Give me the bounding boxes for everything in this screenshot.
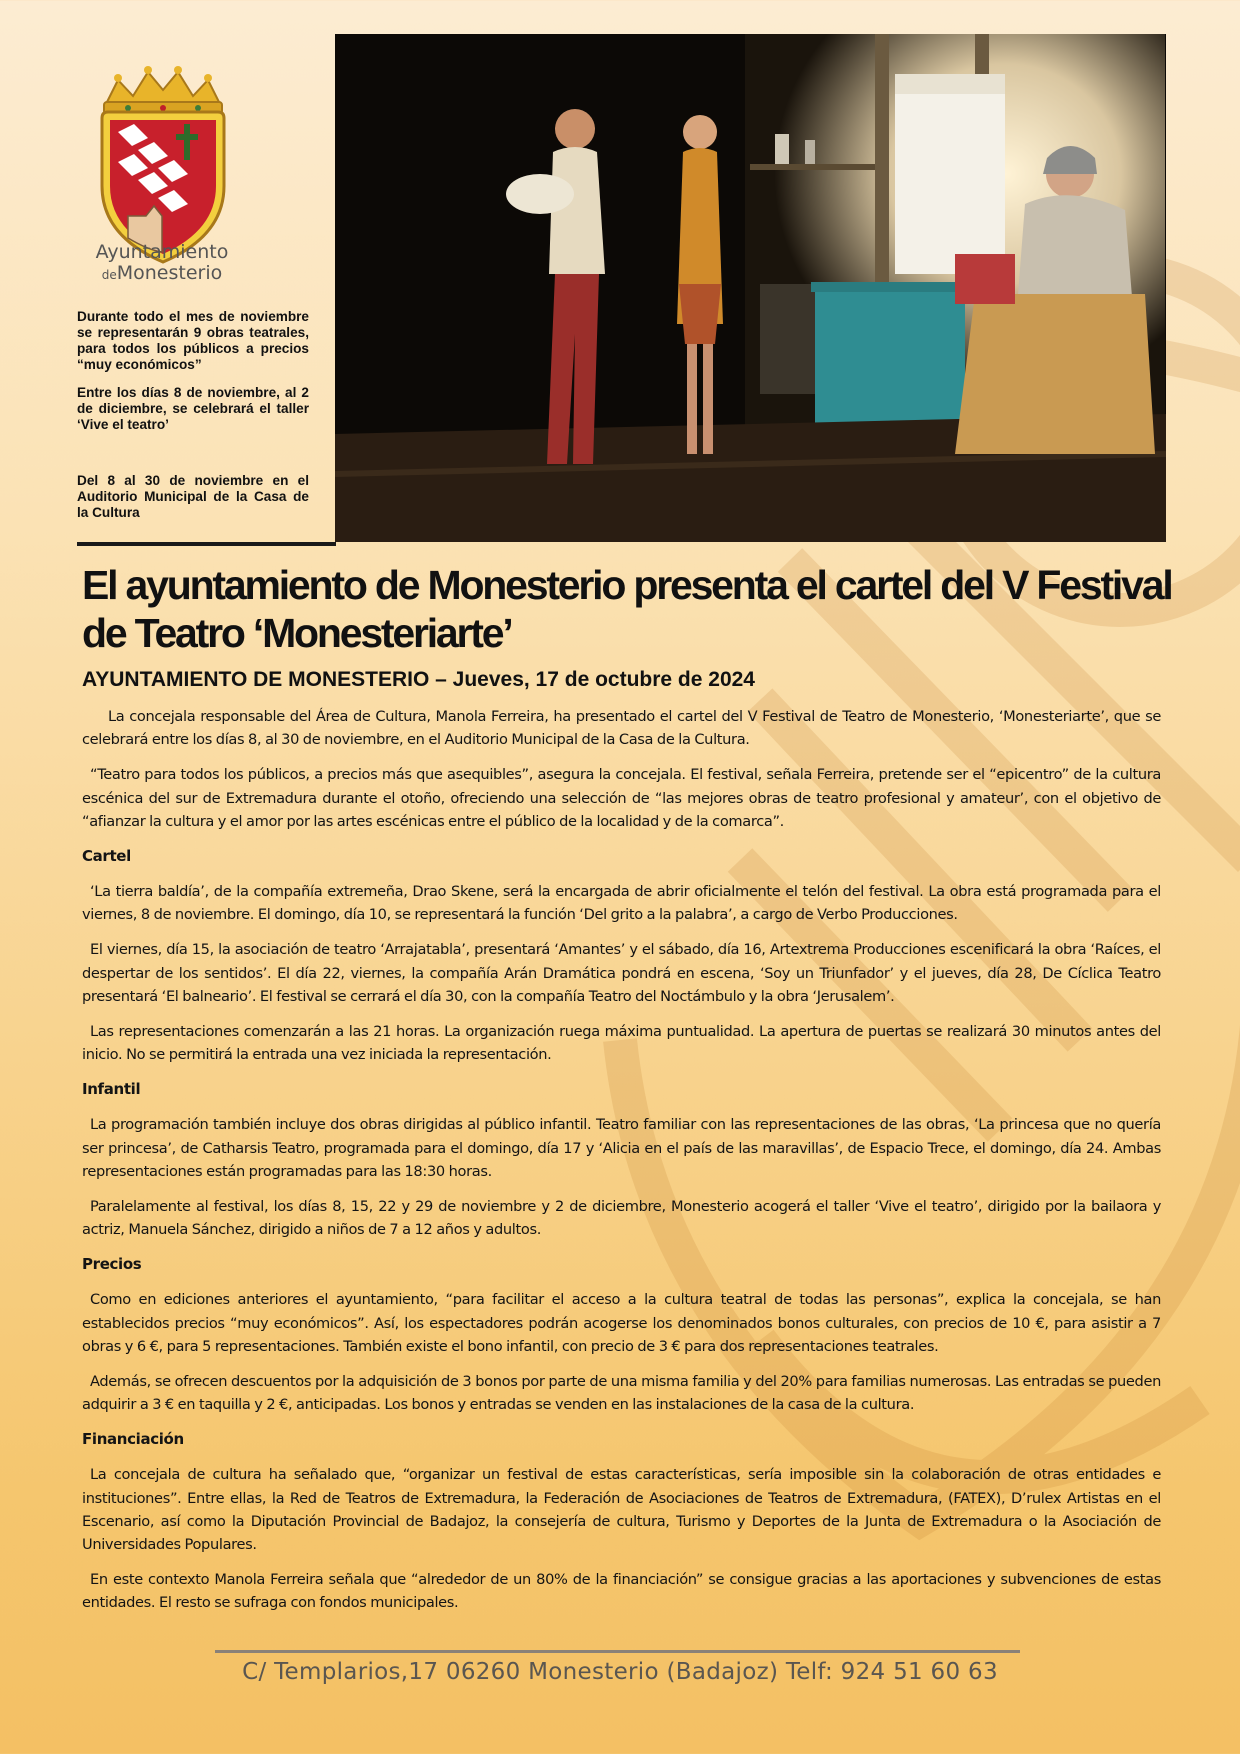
paragraph-quote: “Teatro para todos los públicos, a precios más que asequibles”, asegura la concejala. El festival, señala Ferreira, pretende ser el “epicentro” de la cultura escénica del sur de Extremadura durante el otoño, ofreciendo una selección de “las mejores obras de teatro profesional y amateur’, con el objetivo de “afianzar la cultura y el amor por las artes escénicas entre el público de la localidad y de la comarca”. (82, 766, 1161, 830)
paragraph-intro: La concejala responsable del Área de Cultura, Manola Ferreira, ha presentado el cartel del V Festival de Teatro de Monesterio, ‘Monesteriarte’, que se celebrará entre los días 8, al 30 de noviembre, en el Auditorio Municipal de la Casa de la Cultura. (82, 708, 1161, 749)
paragraph-cartel-1: ‘La tierra baldía’, de la compañía extremeña, Drao Skene, será la encargada de abrir oficialmente el telón del festival. La obra está programada para el viernes, 8 de noviembre. El domingo, día 10, se representará la función ‘Del grito a la palabra’, a cargo de Verbo Producciones. (82, 883, 1161, 924)
paragraph-horario: Las representaciones comenzarán a las 21 horas. La organización ruega máxima puntualidad. La apertura de puertas se realizará 30 minutos antes del inicio. No se permitirá la entrada una vez iniciada la representación. (82, 1023, 1161, 1064)
paragraph-precios-2: Además, se ofrecen descuentos por la adquisición de 3 bonos por parte de una misma familia y del 20% para familias numerosas. Las entradas se pueden adquirir a 3 € en taquilla y 2 €, anticipadas. Los bonos y entradas se venden en las instalaciones de la casa de la cultura. (82, 1373, 1161, 1414)
sidebar-note-taller: Entre los días 8 de noviembre, al 2 de diciembre, se celebrará el taller ‘Vive el teatro’ (77, 385, 309, 432)
section-heading-infantil: Infantil (82, 1080, 141, 1099)
logo-name-prefix: de (101, 268, 117, 282)
theatre-stage-photo (335, 34, 1166, 542)
section-heading-cartel: Cartel (82, 847, 131, 866)
logo-name-line2: Monesterio (116, 262, 223, 284)
sidebar-note-lugar: Del 8 al 30 de noviembre en el Auditorio Municipal de la Casa de la Cultura (77, 473, 309, 520)
article-body (82, 705, 1161, 1627)
logo-wordmark (84, 242, 240, 286)
paragraph-infantil: La programación también incluye dos obras dirigidas al público infantil. Teatro familiar con las representaciones de las obras, ‘La princesa que no quería ser princesa’, de Catharsis Teatro, programada para el domingo, día 17 y ‘Alicia en el país de las maravillas’, de Espacio Trece, el domingo, día 24. Ambas representaciones están programadas para las 18:30 horas. (82, 1116, 1161, 1180)
article-headline: El ayuntamiento de Monesterio presenta el cartel del V Festival de Teatro ‘Monesteriarte’ (82, 562, 1172, 656)
paragraph-taller: Paralelamente al festival, los días 8, 15, 22 y 29 de noviembre y 2 de diciembre, Monesterio acogerá el taller ‘Vive el teatro’, dirigido por la bailaora y actriz, Manuela Sánchez, dirigido a niños de 7 a 12 años y adultos. (82, 1198, 1161, 1239)
section-heading-financiacion: Financiación (82, 1430, 184, 1449)
sidebar-note-obras: Durante todo el mes de noviembre se representarán 9 obras teatrales, para todos los públicos a precios “muy económicos” (77, 309, 309, 372)
section-heading-precios: Precios (82, 1255, 142, 1274)
logo-name-line1: Ayuntamiento (95, 241, 229, 263)
footer-address: C/ Templarios,17 06260 Monesterio (Badajoz) Telf: 924 51 60 63 (242, 1659, 998, 1685)
paragraph-cartel-2: El viernes, día 15, la asociación de teatro ‘Arrajatabla’, presentará ‘Amantes’ y el sábado, día 16, Artextrema Producciones escenificará la obra ‘Raíces, el despertar de los sentidos’. El día 22, viernes, la compañía Arán Dramática pondrá en escena, ‘Soy un Triunfador’ y el jueves, día 28, De Cíclica Teatro presentará ‘El balneario’. El festival se cerrará el día 30, con la compañía Teatro del Noctámbulo y la obra ‘Jerusalem’. (82, 941, 1161, 1005)
footer-divider (215, 1650, 1020, 1653)
sidebar-divider (77, 542, 336, 546)
paragraph-financiacion-1: La concejala de cultura ha señalado que, “organizar un festival de estas características, sería imposible sin la colaboración de otras entidades e instituciones”. Entre ellas, la Red de Teatros de Extremadura, la Federación de Asociaciones de Teatros de Extremadura, (FATEX), D’rulex Artistas en el Escenario, así como la Diputación Provincial de Badajoz, la consejería de cultura, Turismo y Deportes de la Junta de Extremadura o la Asociación de Universidades Populares. (82, 1466, 1161, 1554)
paragraph-precios-1: Como en ediciones anteriores el ayuntamiento, “para facilitar el acceso a la cultura teatral de todas las personas”, explica la concejala, se han establecidos precios “muy económicos”. Así, los espectadores podrán acogerse los denominados bonos culturales, con precios de 10 €, para asistir a 7 obras y 6 €, para 5 representaciones. También existe el bono infantil, con precio de 3 € para dos representaciones teatrales. (82, 1291, 1161, 1355)
article-dateline: AYUNTAMIENTO DE MONESTERIO – Jueves, 17 de octubre de 2024 (82, 668, 755, 691)
crown-icon (104, 66, 222, 114)
paragraph-financiacion-2: En este contexto Manola Ferreira señala que “alrededor de un 80% de la financiación” se consigue gracias a las aportaciones y subvenciones de estas entidades. El resto se sufraga con fondos municipales. (82, 1571, 1161, 1612)
